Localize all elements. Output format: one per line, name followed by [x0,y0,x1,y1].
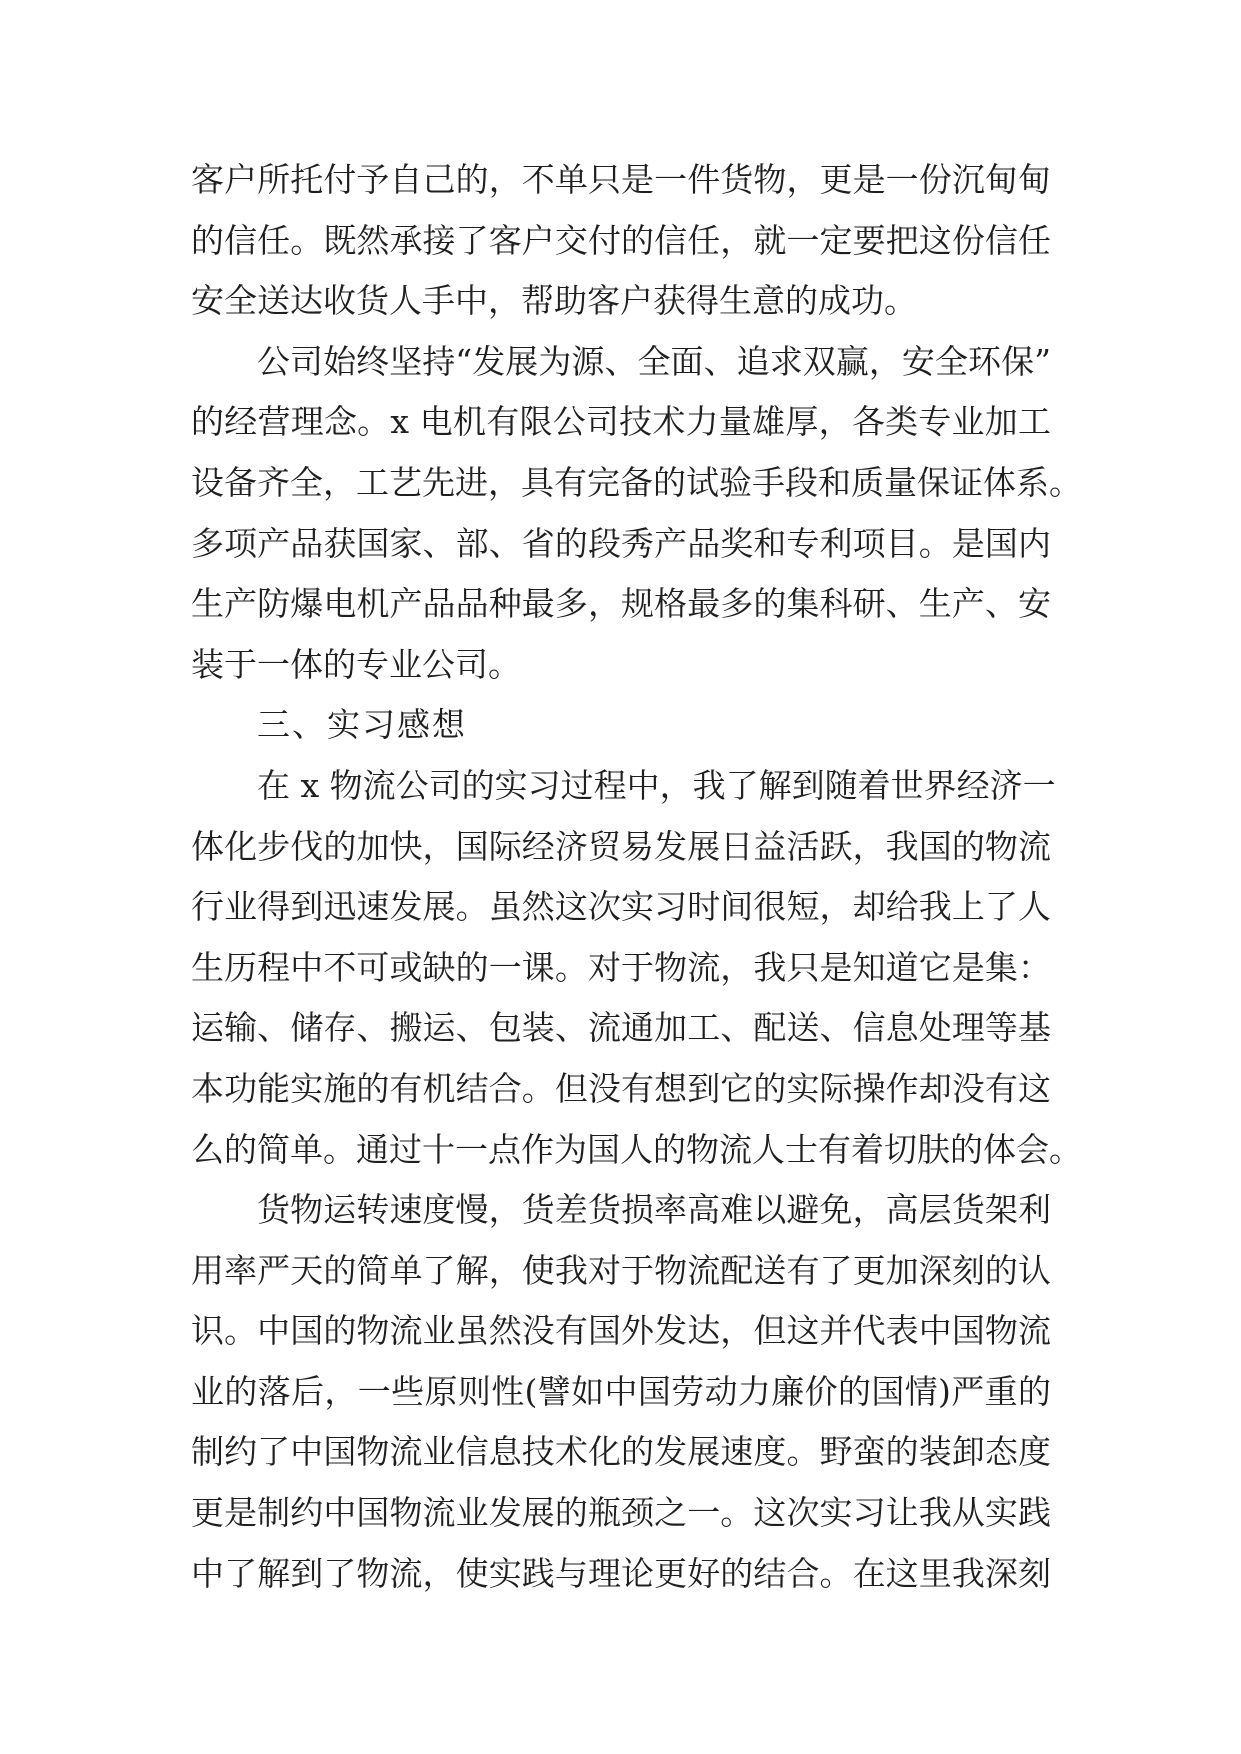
text-line: 装于一体的专业公司。 [191,644,521,684]
text-line: 设备齐全，工艺先进，具有完备的试验手段和质量保证体系。 [191,462,1082,502]
text-line: 用率严天的简单了解，使我对于物流配送有了更加深刻的认 [191,1250,1051,1290]
text-line: 么的简单。通过十一点作为国人的物流人士有着切肤的体会。 [191,1129,1082,1169]
text-line: 中了解到了物流，使实践与理论更好的结合。在这里我深刻 [191,1553,1051,1593]
text-line: 行业得到迅速发展。虽然这次实习时间很短，却给我上了人 [191,887,1051,927]
text-line: 客户所托付予自己的，不单只是一件货物，更是一份沉甸甸 [191,160,1051,199]
text-line: 体化步伐的加快，国际经济贸易发展日益活跃，我国的物流 [191,826,1051,866]
section-heading: 三、实习感想 [257,705,467,745]
text-line: 本功能实施的有机结合。但没有想到它的实际操作却没有这 [191,1068,1051,1108]
text-line: 更是制约中国物流业发展的瓶颈之一。这次实习让我从实践 [191,1493,1051,1533]
text-line: 的经营理念。x 电机有限公司技术力量雄厚，各类专业加工 [191,402,1051,442]
text-line: 多项产品获国家、部、省的段秀产品奖和专利项目。是国内 [191,523,1051,563]
text-line: 的信任。既然承接了客户交付的信任，就一定要把这份信任 [191,220,1051,260]
text-line: 公司始终坚持“发展为源、全面、追求双赢，安全环保” [257,341,1051,381]
text-line: 业的落后，一些原则性(譬如中国劳动力廉价的国情)严重的 [191,1371,1051,1411]
text-line: 在 x 物流公司的实习过程中，我了解到随着世界经济一 [257,765,1056,805]
text-line: 识。中国的物流业虽然没有国外发达，但这并代表中国物流 [191,1311,1051,1351]
text-line: 安全送达收货人手中，帮助客户获得生意的成功。 [191,281,917,321]
text-line: 制约了中国物流业信息技术化的发展速度。野蛮的装卸态度 [191,1432,1051,1472]
text-line: 生历程中不可或缺的一课。对于物流，我只是知道它是集： [191,947,1051,987]
text-line: 生产防爆电机产品品种最多，规格最多的集科研、生产、安 [191,584,1051,624]
body-text [191,150,1082,1604]
text-line: 货物运转速度慢，货差货损率高难以避免，高层货架利 [257,1190,1051,1230]
text-line: 运输、储存、搬运、包装、流通加工、配送、信息处理等基 [191,1008,1051,1048]
